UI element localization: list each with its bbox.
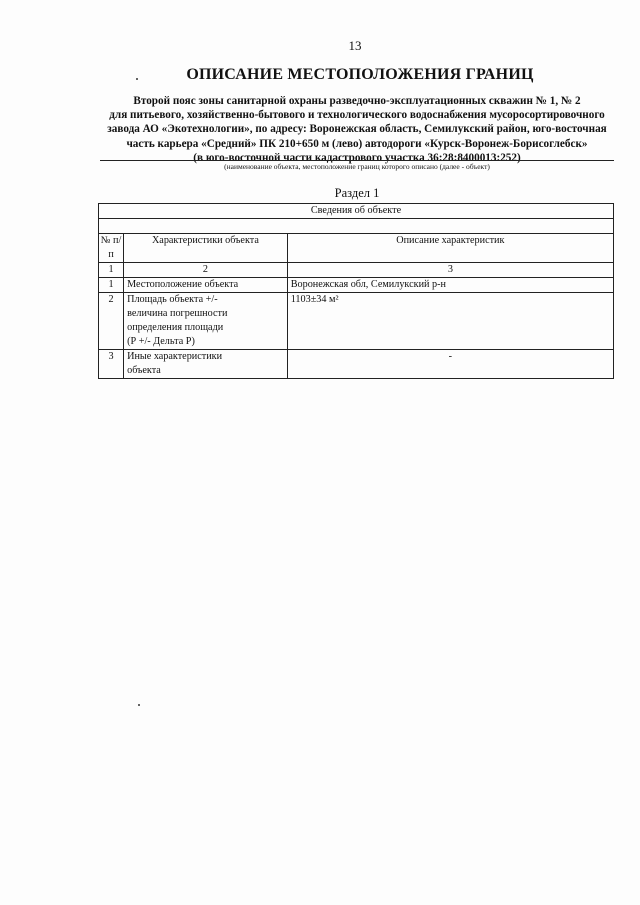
row-number: 3 [99, 350, 124, 379]
row-characteristic: Местоположение объекта [124, 278, 288, 293]
row-characteristic-line: объекта [127, 365, 161, 376]
row-number: 2 [99, 293, 124, 350]
subtitle-line: Второй пояс зоны санитарной охраны разведочно-эксплуатационных скважин № 1, № 2 [133, 95, 581, 107]
subtitle-line: завода АО «Экотехнологии», по адресу: Воронежская область, Семилукский район, юго-восточная [107, 123, 607, 136]
subtitle-line: (в юго-восточной части кадастрового участка 36:28:8400013:252) [193, 151, 521, 164]
row-characteristic-line: (Р +/- Дельта Р) [127, 336, 195, 347]
row-characteristic-line: определения площади [127, 322, 224, 333]
row-characteristic-line: Иные характеристики [127, 351, 223, 362]
table-column-numbers-row [99, 263, 614, 278]
row-characteristic-line: Площадь объекта +/- [127, 294, 218, 305]
column-number: 2 [124, 263, 288, 278]
column-number: 3 [287, 263, 613, 278]
header-cell-number: № п/п [99, 234, 124, 263]
table-row [99, 350, 614, 379]
table-spacer-cell [99, 219, 614, 234]
row-value: 1103±34 м² [287, 293, 613, 350]
table-row [99, 278, 614, 293]
column-number: 1 [99, 263, 124, 278]
row-value: - [287, 350, 613, 379]
scan-speck [138, 704, 140, 706]
header-cell-characteristic: Характеристики объекта [124, 234, 288, 263]
object-caption: (наименование объекта, местоположение границ которого описано (далее - объект) [224, 162, 490, 171]
object-info-table [98, 203, 614, 379]
row-characteristic-line: величина погрешности [127, 308, 228, 319]
scan-speck [136, 78, 138, 80]
row-value: Воронежская обл, Семилукский р-н [287, 278, 613, 293]
table-spacer-row [99, 219, 614, 234]
header-cell-description: Описание характеристик [287, 234, 613, 263]
row-number: 1 [99, 278, 124, 293]
table-row [99, 293, 614, 350]
table-title-row [99, 204, 614, 219]
table-header-row [99, 234, 614, 263]
page-number: 13 [348, 38, 362, 53]
subtitle-underline [100, 160, 614, 161]
object-description [96, 94, 618, 165]
section-label: Раздел 1 [334, 186, 380, 200]
row-characteristic [124, 293, 288, 350]
subtitle-line: часть карьера «Средний» ПК 210+650 м (лево) автодороги «Курск-Воронеж-Борисоглебск» [126, 137, 588, 150]
document-title: ОПИСАНИЕ МЕСТОПОЛОЖЕНИЯ ГРАНИЦ [186, 66, 534, 83]
table-title: Сведения об объекте [99, 204, 614, 219]
subtitle-line: для питьевого, хозяйственно-бытового и технологического водоснабжения мусоросортировочного [109, 109, 605, 122]
row-characteristic [124, 350, 288, 379]
